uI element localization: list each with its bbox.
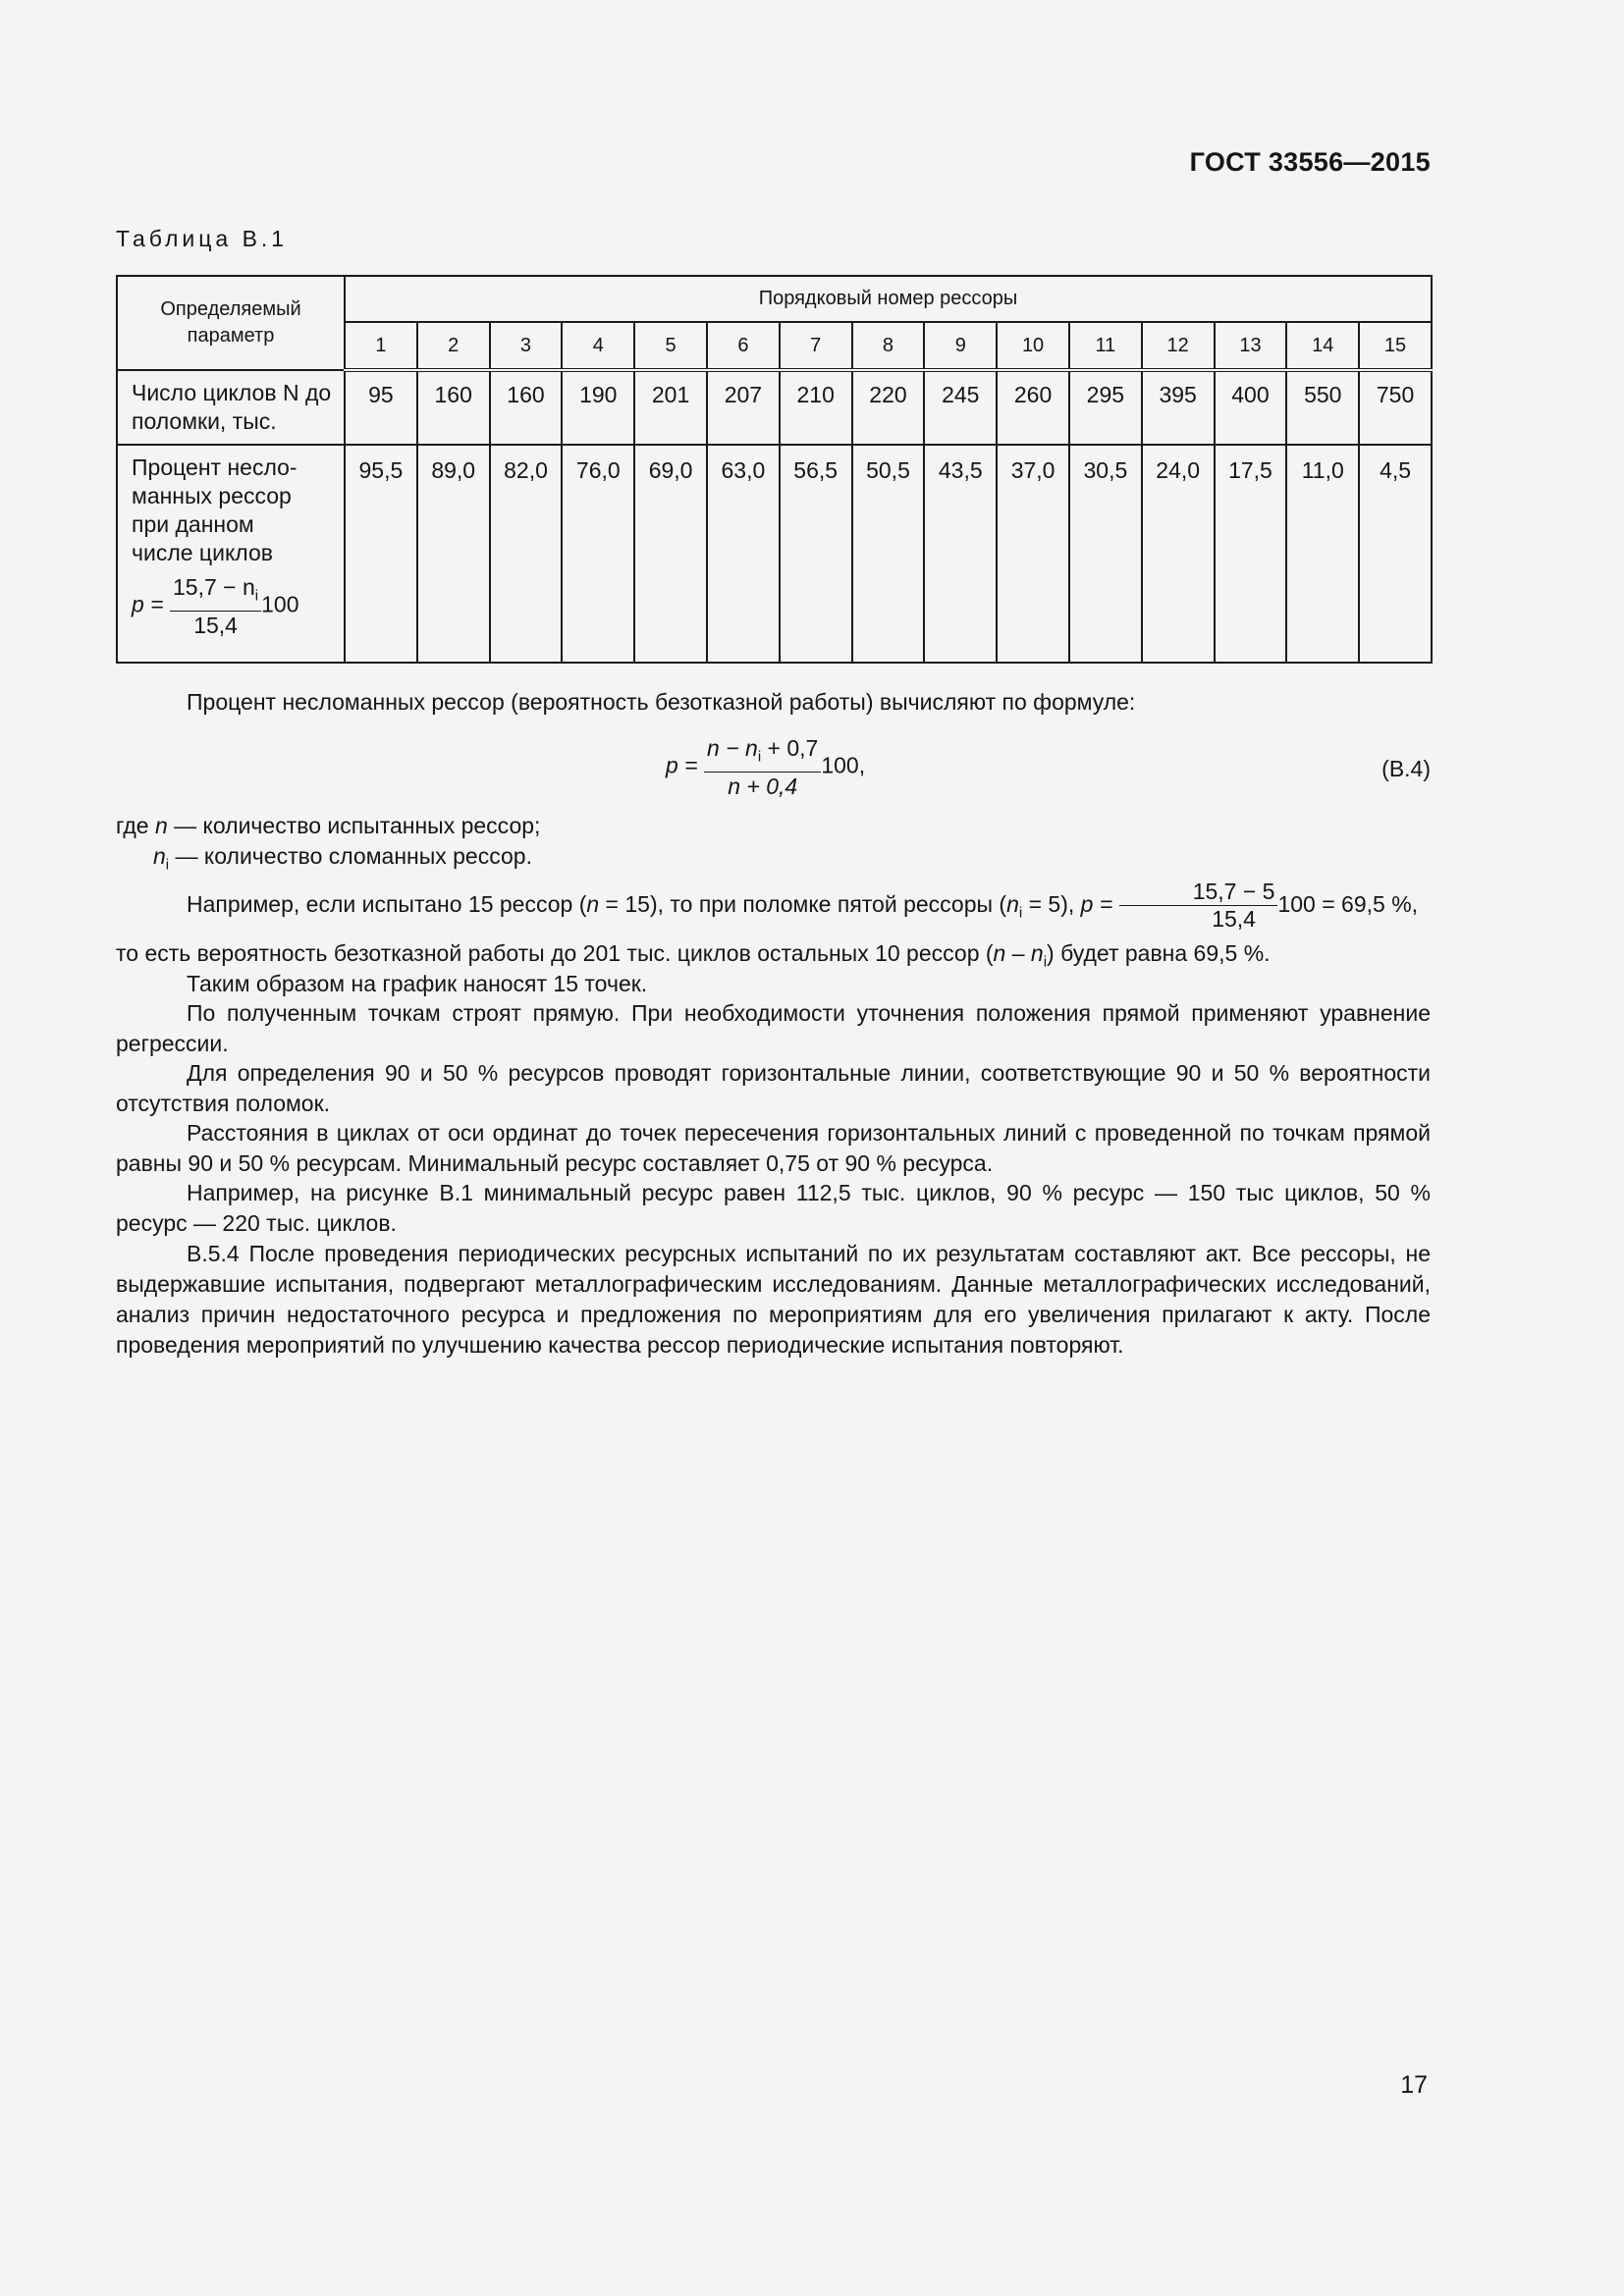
group-header: Порядковый номер рессоры — [345, 276, 1432, 322]
table-cell: 395 — [1142, 370, 1215, 445]
table-cell: 160 — [490, 370, 563, 445]
table-cell: 160 — [417, 370, 490, 445]
paragraph-distance: Расстояния в циклах от оси ординат до точек пересечения горизонтальных линий с проведенной по точкам прямой равны 90 и 50 % ресурсам. Минимальный ресурс составляет 0,75 от 90 % ресурса. — [116, 1120, 1431, 1176]
ex2-var-n: n — [993, 940, 1006, 966]
paragraph-example-calc — [116, 879, 1431, 933]
table-cell: 63,0 — [707, 445, 780, 663]
page-number: 17 — [1400, 2071, 1428, 2099]
formula-p: p = — [132, 591, 164, 617]
column-number: 11 — [1069, 322, 1142, 370]
ex-text-a: Например, если испытано 15 рессор ( — [187, 891, 587, 917]
data-table — [116, 275, 1433, 664]
ex-text-c: = 5), — [1022, 891, 1081, 917]
where-prefix: где — [116, 813, 155, 838]
column-number: 1 — [345, 322, 417, 370]
eq-tail: 100, — [821, 752, 866, 778]
ex2-var-ni-sub: i — [1043, 953, 1048, 971]
ex-p: p = — [1080, 891, 1113, 917]
table-cell: 260 — [997, 370, 1069, 445]
table-cell: 95,5 — [345, 445, 417, 663]
column-number: 13 — [1215, 322, 1287, 370]
where-var-n: n — [154, 813, 168, 838]
ex2-minus: – — [1005, 940, 1031, 966]
table-cell: 210 — [780, 370, 852, 445]
ex-var-ni: n — [1006, 891, 1019, 917]
ex-text-b: = 15), то при поломке пятой рессоры ( — [599, 891, 1007, 917]
ex2-text-b: ) будет равна 69,5 %. — [1047, 940, 1271, 966]
table-cell: 30,5 — [1069, 445, 1142, 663]
column-number: 5 — [634, 322, 707, 370]
where-desc-ni: — количество сломанных рессор. — [169, 843, 532, 869]
column-number: 8 — [852, 322, 925, 370]
document-id: ГОСТ 33556—2015 — [1189, 147, 1431, 177]
column-number: 2 — [417, 322, 490, 370]
column-number: 6 — [707, 322, 780, 370]
paragraph-points: Таким образом на график наносят 15 точек. — [187, 971, 648, 996]
table-cell: 245 — [924, 370, 997, 445]
paragraph-b54: В.5.4 После проведения периодических ресурсных испытаний по их результатам составляют акт. Все рессоры, не выдержавшие испытания, подвергают металлографическим исследованиям. Данные металлографических исследований, анализ причин недостаточного ресурса и предложения по мероприятиям для его увеличения прилагают к акту. После проведения мероприятий по улучшению качества рессор периодические испытания повторяют. — [116, 1241, 1431, 1358]
paragraph-formula-intro: Процент несломанных рессор (вероятность безотказной работы) вычисляют по формуле: — [187, 689, 1136, 715]
ex-fraction — [1119, 879, 1278, 933]
table-caption: Таблица В.1 — [116, 226, 289, 251]
where-line-1 — [116, 811, 1431, 841]
eq-fraction — [704, 734, 821, 800]
table-cell: 17,5 — [1215, 445, 1287, 663]
table-cell: 550 — [1286, 370, 1359, 445]
table-cell: 89,0 — [417, 445, 490, 663]
where-var-ni: n — [153, 843, 166, 869]
table-cell: 69,0 — [634, 445, 707, 663]
column-number: 14 — [1286, 322, 1359, 370]
table-cell: 295 — [1069, 370, 1142, 445]
table-cell: 220 — [852, 370, 925, 445]
formula-den: 15,4 — [193, 612, 238, 638]
ex-var-ni-sub: i — [1018, 904, 1023, 922]
column-number: 3 — [490, 322, 563, 370]
equation-b4 — [116, 734, 1431, 803]
paragraph-horizontal: Для определения 90 и 50 % ресурсов проводят горизонтальные линии, соответствующие 90 и 50 % вероятности отсутствия поломок. — [116, 1060, 1431, 1116]
paragraph-line: По полученным точкам строят прямую. При необходимости уточнения положения прямой применяют уравнение регрессии. — [116, 1000, 1431, 1056]
eq-num-b: + 0,7 — [761, 735, 819, 761]
table-cell: 50,5 — [852, 445, 925, 663]
where-desc-n: — количество испытанных рессор; — [167, 813, 541, 838]
ex-text-d: 100 = 69,5 %, — [1277, 891, 1419, 917]
row-label-text: Процент несло-манных рессор при данном числе циклов — [132, 454, 298, 565]
table-cell: 82,0 — [490, 445, 563, 663]
column-number: 4 — [562, 322, 634, 370]
row-label-percent — [117, 445, 345, 663]
column-number: 7 — [780, 322, 852, 370]
table-row — [117, 370, 1432, 445]
row-label: Число циклов N до поломки, тыс. — [117, 370, 345, 445]
paragraph-example-figure: Например, на рисунке В.1 минимальный ресурс равен 112,5 тыс. циклов, 90 % ресурс — 150 тыс циклов, 50 % ресурс — 220 тыс. циклов. — [116, 1180, 1431, 1236]
table-cell: 11,0 — [1286, 445, 1359, 663]
table-cell: 95 — [345, 370, 417, 445]
table-cell: 4,5 — [1359, 445, 1432, 663]
where-var-ni-sub: i — [165, 856, 170, 874]
eq-p: p = — [666, 752, 698, 778]
equation-number: (В.4) — [1381, 756, 1431, 781]
formula-tail: 100 — [261, 591, 299, 617]
column-number: 9 — [924, 322, 997, 370]
table-cell: 400 — [1215, 370, 1287, 445]
column-number: 15 — [1359, 322, 1432, 370]
table-cell: 750 — [1359, 370, 1432, 445]
formula-fraction — [170, 573, 261, 639]
table-cell: 76,0 — [562, 445, 634, 663]
ex-var-n: n — [586, 891, 600, 917]
table-cell: 24,0 — [1142, 445, 1215, 663]
ex2-text-a: то есть вероятность безотказной работы до 201 тыс. циклов остальных 10 рессор ( — [116, 940, 994, 966]
column-number: 10 — [997, 322, 1069, 370]
table-cell: 56,5 — [780, 445, 852, 663]
table-cell: 37,0 — [997, 445, 1069, 663]
eq-num-a: n − n — [707, 735, 758, 761]
formula-sub: i — [254, 587, 259, 605]
table-cell: 207 — [707, 370, 780, 445]
table-cell: 190 — [562, 370, 634, 445]
ex-num: 15,7 − 5 — [1119, 879, 1278, 906]
ex-den: 15,4 — [1212, 906, 1256, 933]
table-cell: 201 — [634, 370, 707, 445]
equation — [666, 734, 865, 800]
table-row — [117, 445, 1432, 663]
table-cell: 43,5 — [924, 445, 997, 663]
ex2-var-ni: n — [1030, 940, 1044, 966]
eq-den: n + 0,4 — [728, 773, 798, 799]
column-number: 12 — [1142, 322, 1215, 370]
formula-num: 15,7 − n — [173, 574, 255, 600]
where-line-2 — [116, 841, 1431, 881]
eq-num-sub: i — [757, 748, 762, 766]
table-formula — [132, 573, 332, 639]
param-header: Определяемый параметр — [117, 276, 345, 370]
